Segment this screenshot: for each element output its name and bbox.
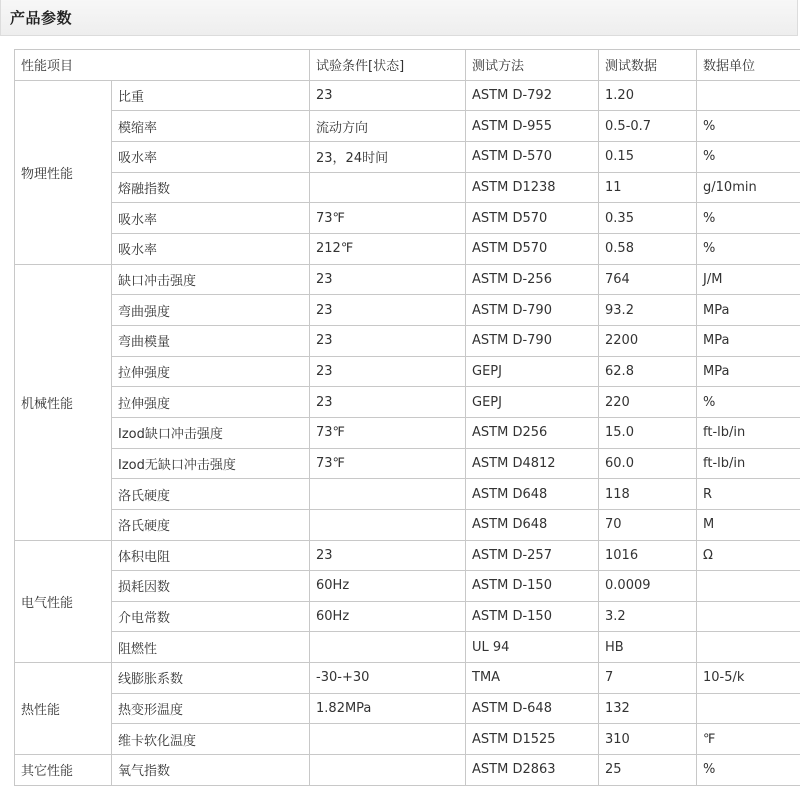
table-row <box>15 479 800 510</box>
property-name-cell: 介电常数 <box>112 601 310 632</box>
value-cell: 0.0009 <box>599 571 697 602</box>
condition-cell: 23 <box>310 325 466 356</box>
property-name-cell: 洛氏硬度 <box>112 509 310 540</box>
method-cell: ASTM D-257 <box>466 540 599 571</box>
unit-cell: M <box>697 509 800 540</box>
table-row <box>15 693 800 724</box>
method-cell: ASTM D-150 <box>466 601 599 632</box>
value-cell: 0.35 <box>599 203 697 234</box>
method-cell: TMA <box>466 663 599 694</box>
table-row <box>15 203 800 234</box>
unit-cell: % <box>697 141 800 172</box>
condition-cell: 23 <box>310 540 466 571</box>
value-cell: 132 <box>599 693 697 724</box>
header-property: 性能项目 <box>15 50 310 81</box>
table-row <box>15 509 800 540</box>
unit-cell: 10-5/k <box>697 663 800 694</box>
value-cell: 93.2 <box>599 295 697 326</box>
method-cell: ASTM D2863 <box>466 755 599 786</box>
unit-cell <box>697 80 800 111</box>
condition-cell <box>310 509 466 540</box>
unit-cell <box>697 601 800 632</box>
unit-cell: ℉ <box>697 724 800 755</box>
method-cell: ASTM D648 <box>466 479 599 510</box>
unit-cell: % <box>697 111 800 142</box>
condition-cell <box>310 755 466 786</box>
property-name-cell: 模缩率 <box>112 111 310 142</box>
property-name-cell: 洛氏硬度 <box>112 479 310 510</box>
condition-cell <box>310 172 466 203</box>
condition-cell: 流动方向 <box>310 111 466 142</box>
condition-cell: 23 <box>310 295 466 326</box>
condition-cell: 23 <box>310 264 466 295</box>
table-row <box>15 387 800 418</box>
property-name-cell: 维卡软化温度 <box>112 724 310 755</box>
group-name-cell: 机械性能 <box>15 264 112 540</box>
table-row <box>15 295 800 326</box>
unit-cell: % <box>697 203 800 234</box>
value-cell: 11 <box>599 172 697 203</box>
property-name-cell: 阻燃性 <box>112 632 310 663</box>
table-row <box>15 111 800 142</box>
property-name-cell: 熔融指数 <box>112 172 310 203</box>
property-name-cell: 吸水率 <box>112 141 310 172</box>
value-cell: 2200 <box>599 325 697 356</box>
table-row <box>15 632 800 663</box>
method-cell: ASTM D570 <box>466 203 599 234</box>
value-cell: 220 <box>599 387 697 418</box>
property-name-cell: 吸水率 <box>112 233 310 264</box>
property-name-cell: 弯曲模量 <box>112 325 310 356</box>
unit-cell: % <box>697 387 800 418</box>
table-row <box>15 540 800 571</box>
value-cell: 1016 <box>599 540 697 571</box>
table-row <box>15 601 800 632</box>
condition-cell: 60Hz <box>310 601 466 632</box>
header-condition: 试验条件[状态] <box>310 50 466 81</box>
property-name-cell: 缺口冲击强度 <box>112 264 310 295</box>
method-cell: ASTM D648 <box>466 509 599 540</box>
unit-cell <box>697 632 800 663</box>
condition-cell: 1.82MPa <box>310 693 466 724</box>
condition-cell: 73℉ <box>310 203 466 234</box>
property-name-cell: 弯曲强度 <box>112 295 310 326</box>
property-name-cell: 比重 <box>112 80 310 111</box>
condition-cell <box>310 724 466 755</box>
condition-cell: 73℉ <box>310 448 466 479</box>
value-cell: 0.58 <box>599 233 697 264</box>
unit-cell: Ω <box>697 540 800 571</box>
table-header-row <box>15 50 800 81</box>
table-row <box>15 417 800 448</box>
unit-cell: MPa <box>697 356 800 387</box>
table-row <box>15 233 800 264</box>
value-cell: 25 <box>599 755 697 786</box>
method-cell: ASTM D570 <box>466 233 599 264</box>
property-name-cell: 线膨胀系数 <box>112 663 310 694</box>
method-cell: ASTM D1238 <box>466 172 599 203</box>
method-cell: ASTM D-256 <box>466 264 599 295</box>
unit-cell <box>697 693 800 724</box>
table-row <box>15 264 800 295</box>
property-name-cell: 拉伸强度 <box>112 387 310 418</box>
group-name-cell: 电气性能 <box>15 540 112 663</box>
method-cell: ASTM D4812 <box>466 448 599 479</box>
value-cell: 7 <box>599 663 697 694</box>
value-cell: 1.20 <box>599 80 697 111</box>
unit-cell: R <box>697 479 800 510</box>
value-cell: 0.5-0.7 <box>599 111 697 142</box>
condition-cell: 212℉ <box>310 233 466 264</box>
condition-cell: 23 <box>310 387 466 418</box>
value-cell: 118 <box>599 479 697 510</box>
condition-cell: 73℉ <box>310 417 466 448</box>
table-row <box>15 356 800 387</box>
value-cell: 3.2 <box>599 601 697 632</box>
property-name-cell: 体积电阻 <box>112 540 310 571</box>
page-title: 产品参数 <box>10 9 73 27</box>
table-row <box>15 755 800 786</box>
condition-cell <box>310 632 466 663</box>
value-cell: 70 <box>599 509 697 540</box>
property-name-cell: 损耗因数 <box>112 571 310 602</box>
table-row <box>15 80 800 111</box>
unit-cell: J/M <box>697 264 800 295</box>
unit-cell: MPa <box>697 295 800 326</box>
header-method: 测试方法 <box>466 50 599 81</box>
condition-cell: 23 <box>310 80 466 111</box>
method-cell: ASTM D-955 <box>466 111 599 142</box>
unit-cell: % <box>697 755 800 786</box>
parameter-table <box>14 49 800 786</box>
value-cell: 15.0 <box>599 417 697 448</box>
header-data: 测试数据 <box>599 50 697 81</box>
unit-cell: g/10min <box>697 172 800 203</box>
group-name-cell: 物理性能 <box>15 80 112 264</box>
condition-cell: 23，24时间 <box>310 141 466 172</box>
method-cell: ASTM D256 <box>466 417 599 448</box>
value-cell: HB <box>599 632 697 663</box>
property-name-cell: 拉伸强度 <box>112 356 310 387</box>
property-name-cell: 氧气指数 <box>112 755 310 786</box>
unit-cell: % <box>697 233 800 264</box>
method-cell: ASTM D1525 <box>466 724 599 755</box>
table-row <box>15 141 800 172</box>
method-cell: GEPJ <box>466 356 599 387</box>
group-name-cell: 其它性能 <box>15 755 112 786</box>
unit-cell <box>697 571 800 602</box>
unit-cell: ft-lb/in <box>697 417 800 448</box>
value-cell: 62.8 <box>599 356 697 387</box>
method-cell: UL 94 <box>466 632 599 663</box>
value-cell: 764 <box>599 264 697 295</box>
table-row <box>15 663 800 694</box>
property-name-cell: 吸水率 <box>112 203 310 234</box>
section-header <box>0 0 798 36</box>
property-name-cell: Izod缺口冲击强度 <box>112 417 310 448</box>
condition-cell: 60Hz <box>310 571 466 602</box>
method-cell: ASTM D-150 <box>466 571 599 602</box>
group-name-cell: 热性能 <box>15 663 112 755</box>
method-cell: ASTM D-648 <box>466 693 599 724</box>
method-cell: ASTM D-790 <box>466 295 599 326</box>
method-cell: GEPJ <box>466 387 599 418</box>
condition-cell <box>310 479 466 510</box>
method-cell: ASTM D-792 <box>466 80 599 111</box>
table-row <box>15 448 800 479</box>
value-cell: 0.15 <box>599 141 697 172</box>
method-cell: ASTM D-570 <box>466 141 599 172</box>
value-cell: 60.0 <box>599 448 697 479</box>
property-name-cell: Izod无缺口冲击强度 <box>112 448 310 479</box>
property-name-cell: 热变形温度 <box>112 693 310 724</box>
table-row <box>15 571 800 602</box>
condition-cell: -30-+30 <box>310 663 466 694</box>
table-row <box>15 172 800 203</box>
condition-cell: 23 <box>310 356 466 387</box>
table-row <box>15 724 800 755</box>
value-cell: 310 <box>599 724 697 755</box>
method-cell: ASTM D-790 <box>466 325 599 356</box>
table-row <box>15 325 800 356</box>
unit-cell: ft-lb/in <box>697 448 800 479</box>
unit-cell: MPa <box>697 325 800 356</box>
header-unit: 数据单位 <box>697 50 800 81</box>
